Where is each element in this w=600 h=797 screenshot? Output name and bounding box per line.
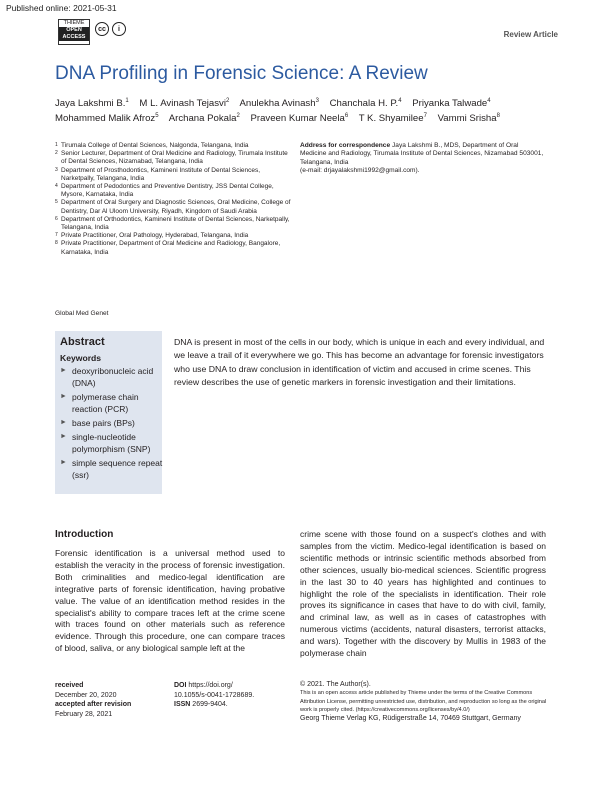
received-label: received: [55, 682, 84, 689]
affiliation-number: 4: [55, 183, 58, 190]
author-affil-sup: 4: [487, 98, 491, 104]
affiliation-item: [55, 183, 293, 199]
author-affil-sup: 2: [225, 98, 230, 104]
affiliation-number: 3: [55, 166, 58, 173]
affiliation-item: [55, 199, 293, 215]
intro-column-2: crime scene with those found on a suspect's clothes and with samples from the victim. Medico-legal identification is based on scientific methods or intrinsic scientific methods absorbed from other sciences, usually bio-medical sciences. Scientific progress in the last 30 to 40 years has highlighted and continues to highlight the role of the specialists in identification. Their role proves its significance in cases that have to do with civil, family, and criminal law, as well as in cases of catastrophes with numerous victims (accidents, natural disasters, terrorist attacks, and wars). Together with the discovery by Mullis in 1983 of the polymerase chain: [300, 529, 546, 659]
affiliation-item: [55, 150, 293, 166]
article-history: [55, 681, 131, 719]
author-affil-sup: 5: [155, 113, 159, 119]
logo-line-open: OPEN: [59, 27, 89, 34]
author-name: M L. Avinash Tejasvi: [139, 98, 226, 110]
copyright-text: © 2021. The Author(s).: [300, 681, 371, 688]
published-online-date: Published online: 2021-05-31: [6, 3, 117, 13]
abstract-text: DNA is present in most of the cells in our body, which is unique in each and every individual, and we leave a trail of it everywhere we go. This has become an advantage for forensic investigators who use DNA to draw conclusion in identification of victim and accused in crime scenes. This review describes the use of genetic markers in forensic investigation and their limitations.: [174, 337, 545, 388]
affiliation-item: [55, 240, 293, 256]
affiliation-item: [55, 142, 293, 150]
license-text: This is an open access article published by Thieme under the terms of the Creative Commons Attribution License, permitting unrestricted use, distribution, and reproduction so long as the original work is properly cited. (https://creativecommons.org/licenses/by/4.0/): [300, 690, 547, 714]
affiliation-number: 2: [55, 150, 58, 157]
bullet-arrow-icon: ►: [60, 367, 67, 374]
author-name: Archana Pokala: [168, 113, 237, 125]
author-name: Anulekha Avinash: [239, 98, 316, 110]
affiliation-number: 1: [55, 142, 58, 148]
affiliation-number: 8: [55, 240, 58, 247]
keyword-item: [60, 457, 164, 481]
intro-column-1: Forensic identification is a universal method used to establish the veracity in the process of forensic investigation. Both criminalities and medico-legal identification are integrative parts of forensic identification, having probative value. The value of an identification method resides in the specialist's ability to compare traces left at the crime scene with traces found on other materials such as reference evidence. Through this procedure, one can compare traces of blood, saliva, or any biological sample left at the: [55, 548, 285, 654]
doi-label: DOI: [174, 682, 187, 689]
author-name: Jaya Lakshmi B.: [55, 98, 126, 110]
introduction-heading: Introduction: [55, 529, 114, 540]
doi-issn-block: [174, 681, 254, 710]
authors-line-2: [55, 113, 500, 124]
affiliation-number: 6: [55, 215, 58, 222]
bullet-arrow-icon: ►: [60, 419, 67, 426]
cc-license-icons: [95, 22, 126, 36]
keyword-text: base pairs (BPs): [72, 418, 135, 428]
affiliation-text: Department of Oral Surgery and Diagnostic Sciences, Oral Medicine, College of Dentistry, Dar Al Uloom University, Riyadh, Kingdom of Saudi Arabia: [61, 199, 291, 215]
author-name: Praveen Kumar Neela: [250, 113, 345, 125]
correspondence-email: (e-mail: drjayalakshmi1992@gmail.com).: [300, 167, 420, 175]
keyword-item: [60, 417, 164, 429]
keyword-item: [60, 365, 164, 389]
author-name: Vammi Srisha: [437, 113, 497, 125]
thieme-open-access-logo: [58, 19, 90, 45]
received-date: December 20, 2020: [55, 691, 117, 699]
keyword-text: polymerase chain reaction (PCR): [72, 392, 139, 414]
attribution-icon: i: [112, 22, 126, 36]
affiliation-text: Department of Prosthodontics, Kamineni Institute of Dental Sciences, Narketpally, Telangana, India: [61, 166, 261, 182]
issn-label: ISSN: [174, 701, 191, 708]
keyword-item: [60, 431, 164, 455]
affiliation-text: Senior Lecturer, Department of Oral Medicine and Radiology, Tirumala Institute of Dental Sciences, Nizamabad, Telangana, India: [61, 150, 288, 166]
accepted-date: February 28, 2021: [55, 710, 113, 718]
affiliation-item: [55, 216, 293, 232]
author-name: Priyanka Talwade: [412, 98, 488, 110]
affiliation-text: Tirumala College of Dental Sciences, Nalgonda, Telangana, India: [61, 142, 249, 149]
logo-line-access: ACCESS: [59, 34, 89, 41]
correspondence-label: Address for correspondence: [300, 142, 391, 149]
copyright-block: [300, 681, 550, 723]
affiliation-item: [55, 167, 293, 183]
article-title: DNA Profiling in Forensic Science: A Review: [55, 63, 428, 84]
doi-url[interactable]: https://doi.org/: [188, 682, 233, 689]
doi-value[interactable]: 10.1055/s-0041-1728689.: [174, 691, 255, 699]
abstract-heading: Abstract: [60, 336, 105, 348]
author-name: Chanchala H. P.: [329, 98, 399, 110]
author-name: Mohammed Malik Afroz: [55, 113, 156, 125]
logo-line-thieme: THIEME: [63, 20, 85, 26]
author-name: T K. Shyamilee: [358, 113, 424, 125]
bullet-arrow-icon: ►: [60, 433, 67, 440]
keywords-heading: Keywords: [60, 353, 102, 363]
affiliation-number: 5: [55, 199, 58, 206]
author-affil-sup: 2: [236, 113, 240, 119]
affiliation-text: Private Practitioner, Oral Pathology, Hyderabad, Telangana, India: [61, 232, 249, 240]
journal-name: Global Med Genet: [55, 310, 109, 317]
correspondence-block: [300, 142, 545, 176]
keyword-text: single-nucleotide polymorphism (SNP): [72, 432, 151, 454]
keywords-list: [60, 365, 164, 483]
publisher-address: Georg Thieme Verlag KG, Rüdigerstraße 14, 70469 Stuttgart, Germany: [300, 714, 521, 722]
author-affil-sup: 3: [315, 98, 319, 104]
affiliation-number: 7: [55, 232, 58, 239]
bullet-arrow-icon: ►: [60, 459, 67, 466]
keyword-text: simple sequence repeat (ssr): [72, 458, 163, 480]
author-affil-sup: 4: [398, 98, 402, 104]
author-affil-sup: 1: [125, 98, 129, 104]
accepted-label: accepted after revision: [55, 701, 132, 708]
affiliation-item: [55, 232, 293, 240]
creative-commons-icon: cc: [95, 22, 109, 36]
bullet-arrow-icon: ►: [60, 393, 67, 400]
affiliations-list: [55, 142, 293, 257]
affiliation-text: Department of Pedodontics and Preventive Dentistry, JSS Dental College, Mysore, Karnataka, India: [61, 183, 274, 199]
affiliation-text: Department of Orthodontics, Kamineni Institute of Dental Sciences, Narketpally, Telangana, India: [61, 215, 290, 232]
author-affil-sup: 6: [344, 113, 349, 119]
issn-value: 2699-9404.: [192, 701, 228, 708]
article-type: Review Article: [503, 30, 558, 39]
correspondence-text: Jaya Lakshmi B., MDS, Department of Oral Medicine and Radiology, Tirumala Institute of Dental Sciences, Nizamabad 503001, Telangana, India: [300, 142, 544, 166]
author-affil-sup: 8: [496, 113, 500, 119]
author-affil-sup: 7: [423, 113, 427, 119]
keyword-item: [60, 391, 164, 415]
authors-line-1: [55, 98, 491, 109]
affiliation-text: Private Practitioner, Department of Oral Medicine and Radiology, Bangalore, Karnataka, India: [61, 240, 281, 256]
keyword-text: deoxyribonucleic acid (DNA): [72, 366, 154, 388]
